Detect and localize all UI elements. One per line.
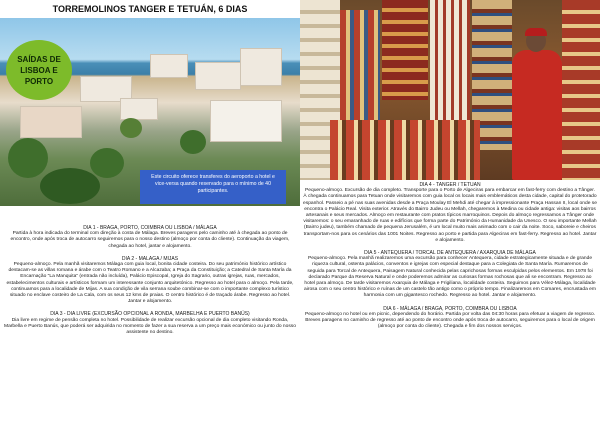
right-itinerary-column [303,182,597,336]
day-1-title: DIA 1 - BRAGA, PORTO, COIMBRA OU LISBOA / MÁLAGA [83,225,217,231]
left-itinerary-column [3,225,297,342]
day-3-text: Dia livre em regime de pensão completa no hotel. Possibilidade de realizar excursão opcional de dia completo visitando Ronda, Marbella e Puerto Banús, que poderá ser adquirida no momento de fazer a sua reserva a um preço mais económico ou junto do nosso assistente no destino. [4,317,296,336]
day-5-text: Pequeno-almoço. Pela manhã realizaremos uma excursão para conhecer Antequera, cidade estrategicamente situada e de grande riqueza cultural, ostenta palácios, conventos e igrejas com especial destaque para a Colegiata de Santa María. Rumaremos de seguida para Torcal de Antequera, Paisagem Natural conhecida pelas caprichosas formas esculpidas pelos elementos. Em 1978 foi declarado Parque da Reserva Natural e onde poderemos admirar as curiosas formas rochosas que ali se encontram. Regresso ao hotel para almoço. De tarde visitaremos Axarquia de Málaga e Frigiliana, localidade costeira. Seguimos para Vélez-Málaga, localidade airosa com o seu centro histórico e ruínas de um castelo tão antigo como o próprio tempo. Finalizaremos em Comares, encrustada em harmonia com um gigantesco rochedo. Regresso ao hotel. Jantar e alojamento. [304,256,596,299]
departure-badge: SAÍDAS DE LISBOA E PORTO [6,40,72,100]
coastline-photo [0,18,300,206]
day-6-title: DIA 6 - MÁLAGA / BRAGA, PORTO, COIMBRA OU LISBOA [383,305,517,312]
day-2-text: Pequeno-almoço. Pela manhã visitaremos Málaga com guia local, bonita cidade costeira. Do seu património histórico artístico destacam-se as villas romana e árabe com o Teatro Romano e a Alcazaba; a Praça da Constituição; a Catedral de Santa María da Encarnação "La Manquita" (entrada não incluída), Palácio Episcopal, Igreja do Sagrario, outras igrejas, ruas, mercados, estabelecimentos culturais e artísticos formam um interessante conjunto arquitetónico. Regresso ao hotel para o almoço. Pela tarde, continuamos para a localidade de Mijas. A sua condição de vila serrana soube combinar-se com o importante complexo turístico situado no enclave costeiro de La Cala, com os seus 12 kms de praias. O centro histórico é de traçado árabe. Regresso ao hotel. Jantar e alojamento. [6,262,294,305]
day-1-text: Partida à hora indicada do terminal com direção à costa de Málaga. Breves paragens pelo caminho até à chegada ao ponto de encontro, onde após troca de autocarro seguiremos para o nosso destino (almoço por conta do cliente). Continuação da viagem, chegada ao hotel, jantar e alojamento. [10,231,290,249]
day-4-title: DIA 4 - TANGER / TETUAN [419,182,481,188]
day-4-text: Pequeno-almoço. Excursão de dia completo. Transporte para o Porto de Algeciras para embarcar em fast-ferry com destino a Tânger. À chegada continuamos para Tetuan onde visitaremos com guia local os locais mais emblemáticos desta cidade, capital do protetorado espanhol. Passeio a pé nas suas avenidas desde a Praça Moulay El Mehdi até chegar à impressionante Praça Hassan II, local onde se encontra o Palácio Real. Visita exterior. Através do Bairro Judeu ou Mellah, chegaremos à Medina ou cidade antiga: visitas aos bairros artesanais e seus mercados. Almoço em restaurante com pratos típicos marroquinos. Depois do almoço regressamos a Tânger onde visitaremos: o seu emaranhado de ruas e edifícios que forma parte do Património da Humanidade da Unesco. O seu importante Mellah (Bairro judeu), também chamado de pequena Jerusalém, é um local muito mais animado com o cair da noite. Soco, saboreie e cheiros transportam-nos para os cenários das 1001 Noites. Regresso ao porto e partida para Algeciras em fast-ferry. Regresso ao hotel. Jantar e alojamento. [303,188,597,243]
day-6-text: Pequeno-almoço no hotel ou em picnic, dependendo do horário. Partida por volta das 04:30 horas para efetuar a viagem de regresso. Breves paragens no caminho de regresso até ao ponto de encontro onde após troca de autocarro, seguiremos para o local de origem (almoço por conta do cliente). Chegada e fim dos nossos serviços. [304,311,596,330]
day-3-title: DIA 3 - DIA LIVRE (EXCURSÃO OPCIONAL A RONDA, MARBELHA E PUERTO BANÚS) [50,311,250,318]
transfer-note: Este circuito oferece transferes do aeroporto a hotel e vice-versa quando reservado para o mínimo de 40 participantes. [140,170,286,204]
market-photo [300,0,600,180]
day-2-title: DIA 2 - MALAGA / MIJAS [121,255,179,262]
day-5-title: DIA 5 - ANTEQUERA / TORCAL DE ANTEQUERA / AXARQUIA DE MÁLAGA [364,250,536,257]
page-title: TORREMOLINOS TANGER E TETUÁN, 6 DIAS [0,0,300,18]
vendor-figure [512,30,562,180]
